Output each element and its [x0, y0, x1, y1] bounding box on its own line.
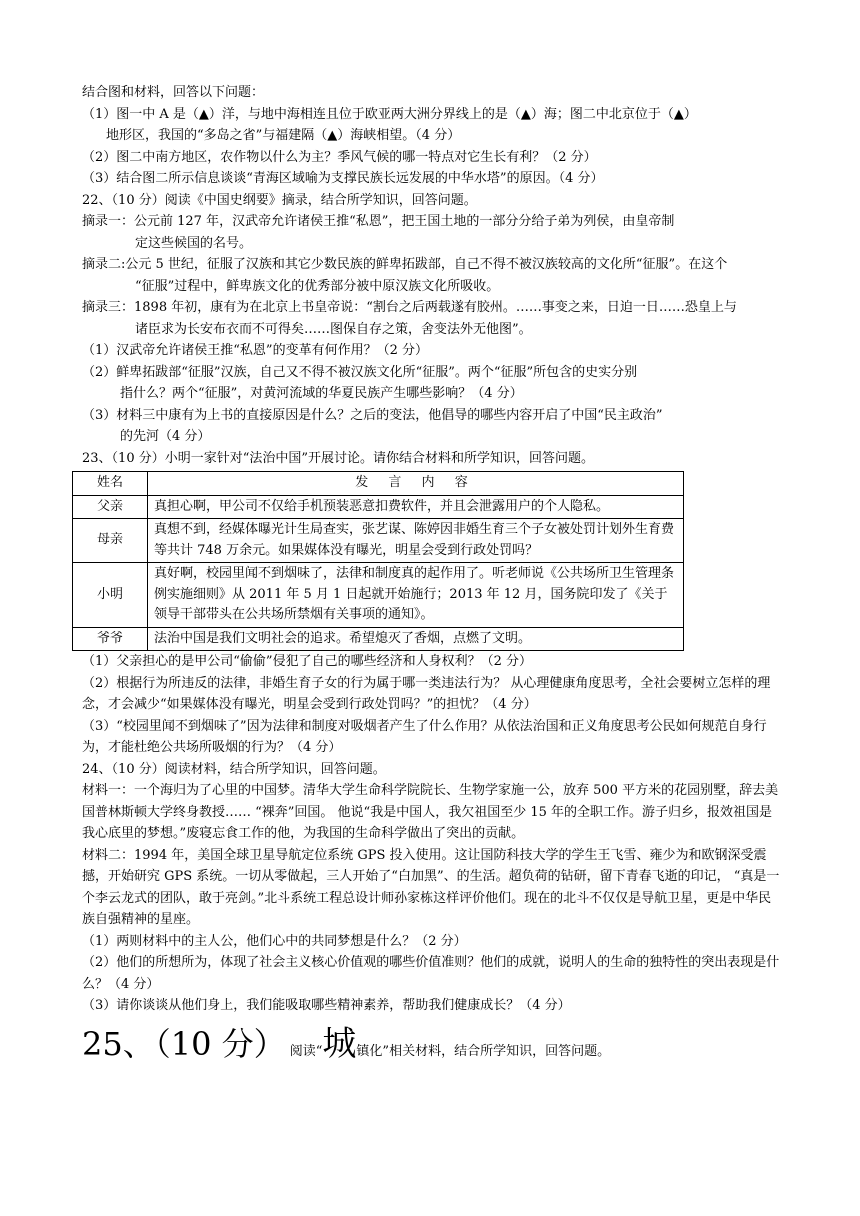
q23-title: 23、（10 分）小明一家针对“法治中国”开展讨论。请你结合材料和所学知识，回答问题。 — [82, 450, 595, 466]
q22-excerpt1: 摘录一：公元前 127 年，汉武帝允许诸侯王推“私恩”，把王国土地的一部分分给子弟为列侯，由皇帝制 — [82, 214, 675, 229]
q21-part3: （3）结合图二所示信息谈谈“青海区域喻为支撑民族长远发展的中华水塔”的原因。（4 分） — [82, 171, 604, 186]
q22-excerpt2: 摘录二:公元 5 世纪，征服了汉族和其它少数民族的鲜卑拓跋部，自己不得不被汉族较高的文化所“征服”。在这个 — [82, 257, 728, 272]
exam-page — [82, 82, 782, 1073]
q22-part2-cont: 指什么？两个“征服”，对黄河流域的华夏民族产生哪些影响？（4 分） — [120, 386, 523, 401]
q22-excerpt3-cont: 诸臣求为长安布衣而不可得矣……图保自存之策，舍变法外无他图”。 — [135, 321, 532, 337]
question-24 — [82, 759, 782, 1017]
row-name: 母亲 — [73, 519, 148, 563]
row-speech: 法治中国是我们文明社会的追求。希望熄灭了香烟，点燃了文明。 — [148, 627, 684, 651]
q23-part1: （1）父亲担心的是甲公司“偷偷”侵犯了自己的哪些经济和人身权利？（2 分） — [82, 654, 532, 669]
table-row — [73, 563, 684, 628]
table-header-row — [73, 472, 684, 496]
q21-part1-cont: 地形区，我国的“多岛之省”与福建隔（▲）海峡相望。（4 分） — [106, 128, 461, 143]
table-row — [73, 627, 684, 651]
q25-prefix: 阅读“ — [289, 1043, 323, 1059]
question-23 — [82, 448, 782, 759]
q24-title: 24、（10 分）阅读材料，结合所学知识，回答问题。 — [82, 761, 386, 777]
q23-part2: （2）根据行为所违反的法律，非婚生育子女的行为属于哪一类违法行为？ 从心理健康角度思考，全社会要树立怎样的理念，才会减少“如果媒体没有曝光，明星会受到行政处罚吗？”的担忧？（4 分） — [82, 675, 771, 712]
row-name: 小明 — [73, 563, 148, 628]
row-name: 爷爷 — [73, 627, 148, 651]
q22-part3: （3）材料三中康有为上书的直接原因是什么？之后的变法，他倡导的哪些内容开启了中国“民主政治” — [82, 407, 663, 423]
q21-part2: （2）图二中南方地区，农作物以什么为主？季风气候的哪一特点对它生长有利？（2 分） — [82, 149, 597, 165]
table-row — [73, 495, 684, 519]
q24-part3: （3）请你谈谈从他们身上，我们能吸取哪些精神素养，帮助我们健康成长？（4 分） — [82, 998, 571, 1013]
q22-excerpt2-cont: “征服”过程中，鲜卑族文化的优秀部分被中原汉族文化所吸收。 — [135, 278, 500, 294]
q22-part3-cont: 的先河（4 分） — [120, 429, 211, 444]
q25-big-char: 城 — [322, 1023, 357, 1064]
q22-excerpt1-cont: 定这些候国的名号。 — [135, 235, 253, 251]
q24-part1: （1）两则材料中的主人公，他们心中的共同梦想是什么？（2 分） — [82, 933, 467, 949]
question-21 — [82, 104, 782, 190]
table-header-name: 姓名 — [73, 472, 148, 496]
q25-number: 25、（10 分） — [82, 1024, 286, 1063]
q23-part3: （3）“校园里闻不到烟味了”因为法律和制度对吸烟者产生了什么作用？从依法治国和正义角度思考公民如何规范自身行为，才能杜绝公共场所吸烟的行为？（4 分） — [82, 718, 767, 755]
question-25 — [82, 1023, 782, 1073]
row-speech: 真担心啊，甲公司不仅给手机预装恶意扣费软件，并且会泄露用户的个人隐私。 — [148, 495, 684, 519]
q22-excerpt3: 摘录三：1898 年初，康有为在北京上书皇帝说：“割台之后两载遂有胶州。……事变之来，日迫一日……恐皇上与 — [82, 300, 737, 315]
q22-title: 22、（10 分）阅读《中国史纲要》摘录，结合所学知识，回答问题。 — [82, 192, 477, 208]
q22-part1: （1）汉武帝允许诸侯王推“私恩”的变革有何作用？（2 分） — [82, 343, 428, 358]
discussion-table — [72, 471, 684, 651]
question-22 — [82, 190, 782, 448]
row-name: 父亲 — [73, 495, 148, 519]
row-speech: 真想不到，经媒体曝光计生局查实，张艺谋、陈婷因非婚生育三个子女被处罚计划外生育费等共计 748 万余元。如果媒体没有曝光，明星会受到行政处罚吗？ — [148, 519, 684, 563]
q21-part1: （1）图一中 A 是（▲）洋，与地中海相连且位于欧亚两大洲分界线上的是（▲）海；图二中北京位于（▲） — [82, 106, 697, 122]
intro-line: 结合图和材料，回答以下问题： — [82, 85, 265, 100]
q22-part2: （2）鲜卑拓跋部“征服”汉族，自己又不得不被汉族文化所“征服”。两个“征服”所包含的史实分别 — [82, 364, 638, 380]
q24-part2: （2）他们的所想所为，体现了社会主义核心价值观的哪些价值准则？他们的成就，说明人的生命的独特性的突出表现是什么？（4 分） — [82, 955, 780, 992]
q24-material1: 材料一：一个海归为了心里的中国梦。清华大学生命科学院院长、生物学家施一公，放弃 500 平方米的花园别墅，辞去美国普林斯顿大学终身教授…… “裸奔”回国。 他说“我是中国人，我欠祖国至少 15 年的全职工作。游子归乡，报效祖国是我心底里的梦想。”废寝忘食工作的他，为我国的生命科学做出了突出的贡献。 — [82, 783, 779, 841]
table-row — [73, 519, 684, 563]
q24-material2: 材料二：1994 年，美国全球卫星导航定位系统 GPS 投入使用。这让国防科技大学的学生王飞雪、雍少为和欧钢深受震撼，开始研究 GPS 系统。一切从零做起，三人开始了“白加黑”、的生活。超负荷的钻研，留下青春飞逝的印记， “真是一个李云龙式的团队，敢于亮剑。”北斗系统工程总设计师孙家栋这样评价他们。现在的北斗不仅仅是导航卫星，更是中华民族自强精神的星座。 — [82, 847, 780, 927]
table-header-speech: 发 言 内 容 — [148, 472, 684, 496]
row-speech: 真好啊，校园里闻不到烟味了，法律和制度真的起作用了。听老师说《公共场所卫生管理条例实施细则》从 2011 年 5 月 1 日起就开始施行；2013 年 12 月，国务院印发了《关于领导干部带头在公共场所禁烟有关事项的通知》。 — [148, 563, 684, 628]
q25-suffix: 镇化”相关材料，结合所学知识，回答问题。 — [356, 1043, 611, 1059]
